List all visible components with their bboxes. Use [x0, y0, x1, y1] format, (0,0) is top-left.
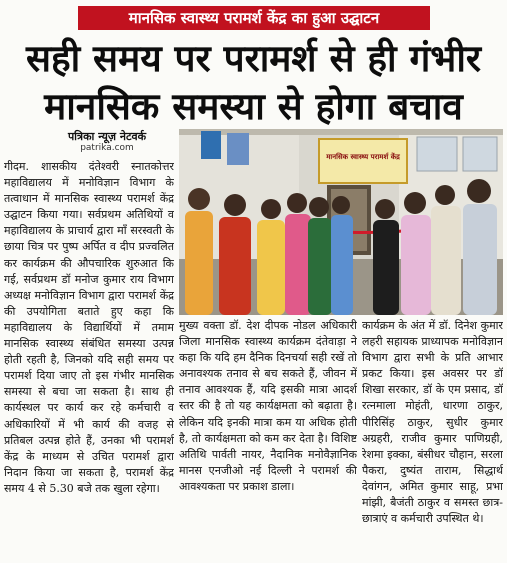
byline	[40, 130, 174, 154]
byline-site: patrika.com	[80, 143, 134, 153]
byline-name: पत्रिका न्यूज़ नेटवर्क	[67, 130, 147, 143]
event-photo	[179, 129, 503, 315]
headline-line-1: सही समय पर परामर्श से ही गंभीर	[25, 37, 482, 80]
article-column-2: मुख्य वक्ता डॉ. देश दीपक नोडल अधिकारी जिला मानसिक स्वास्थ्य कार्यक्रम दंतेवाड़ा ने कहा कि यदि हम दैनिक दिनचर्या सही रखें तो अनावश्यक तनाव से बच सकते हैं, जीवन में तनाव आवश्यक हैं, यदि इसकी मात्रा आदर्श स्तर की है तो यह कार्यक्षमता को बढ़ाता है। लेकिन यदि इनकी मात्रा कम या अधिक होती है, तो कार्यक्षमता को कम कर देता है। विशिष्ट अतिथि पार्वती नायर, नैदानिक मनोवैज्ञानिक मानस एनजीओ नई दिल्ली ने परामर्श की आवश्यकता पर प्रकाश डाला।	[179, 319, 357, 493]
kicker-banner: मानसिक स्वास्थ्य परामर्श केंद्र का हुआ उद्घाटन	[78, 6, 430, 30]
headline-line-2: मानसिक समस्या से होगा बचाव	[44, 85, 463, 128]
banner-text: मानसिक स्वास्थ्य परामर्श केंद्र	[326, 153, 400, 161]
people-group	[185, 179, 497, 315]
article-column-1: गीदम. शासकीय दंतेश्वरी स्नातकोत्तर महाविद्यालय में मनोविज्ञान विभाग के तत्वाधान में मानसिक स्वास्थ्य परामर्श केंद्र उद्घाटन किया गया। सर्वप्रथम अतिथियों व महाविद्यालय के प्राचार्य द्वारा माँ सरस्वती के छाया चित्र पर पुष्प अर्पित व दीप प्रज्वलित कर कार्यक्रम की औपचारिक शुरुआत कि गई, सर्वप्रथम डॉ मनोज कुमार राय विभाग अध्यक्ष मनोविज्ञान विभाग द्वारा परामर्श केंद्र की उपयोगिता बताते हुए कहा कि महाविद्यालय के विद्यार्थियों में तमाम मानसिक स्वास्थ्य संबंधित समस्या उत्पन्न होती रहती है, जिनको यदि सही समय पर परामर्श दिया जाए तो इस गंभीर मानसिक समस्या से बचा जा सकता है। साथ ही कार्यस्थल पर कार्य कर रहे कर्मचारी व अधिकारियों में भी कार्य की वजह से प्रतिबल उत्पन्न होते हैं, उनका भी परामर्श केंद्र के माध्यम से उचित परामर्श द्वारा निदान किया जा सकता है, परामर्श केंद्र समय 4 से 5.30 बजे तक खुला रहेगा।	[4, 160, 174, 495]
article-column-3: कार्यक्रम के अंत में डॉ. दिनेश कुमार लहरी सहायक प्राध्यापक मनोविज्ञान विभाग द्वारा सभी के प्रति आभार प्रकट किया। इस अवसर पर डॉ शिखा सरकार, डॉ के एम प्रसाद, डॉ रत्नमाला मोहंती, धारणा ठाकुर, पीरिसिंह ठाकुर, सुधीर कुमार अग्रहरी, राजीव कुमार पाणिग्रही, रेशमा इक्का, बंसीधर चौहान, सरला पैकरा, दुष्यंत ताराम, सिद्धार्थ देवांगन, अमित कुमार साहू, प्रभा मांझी, बैजंती ठाकुर व समस्त छात्र-छात्राएं व कर्मचारी उपस्थित थे।	[362, 319, 503, 526]
